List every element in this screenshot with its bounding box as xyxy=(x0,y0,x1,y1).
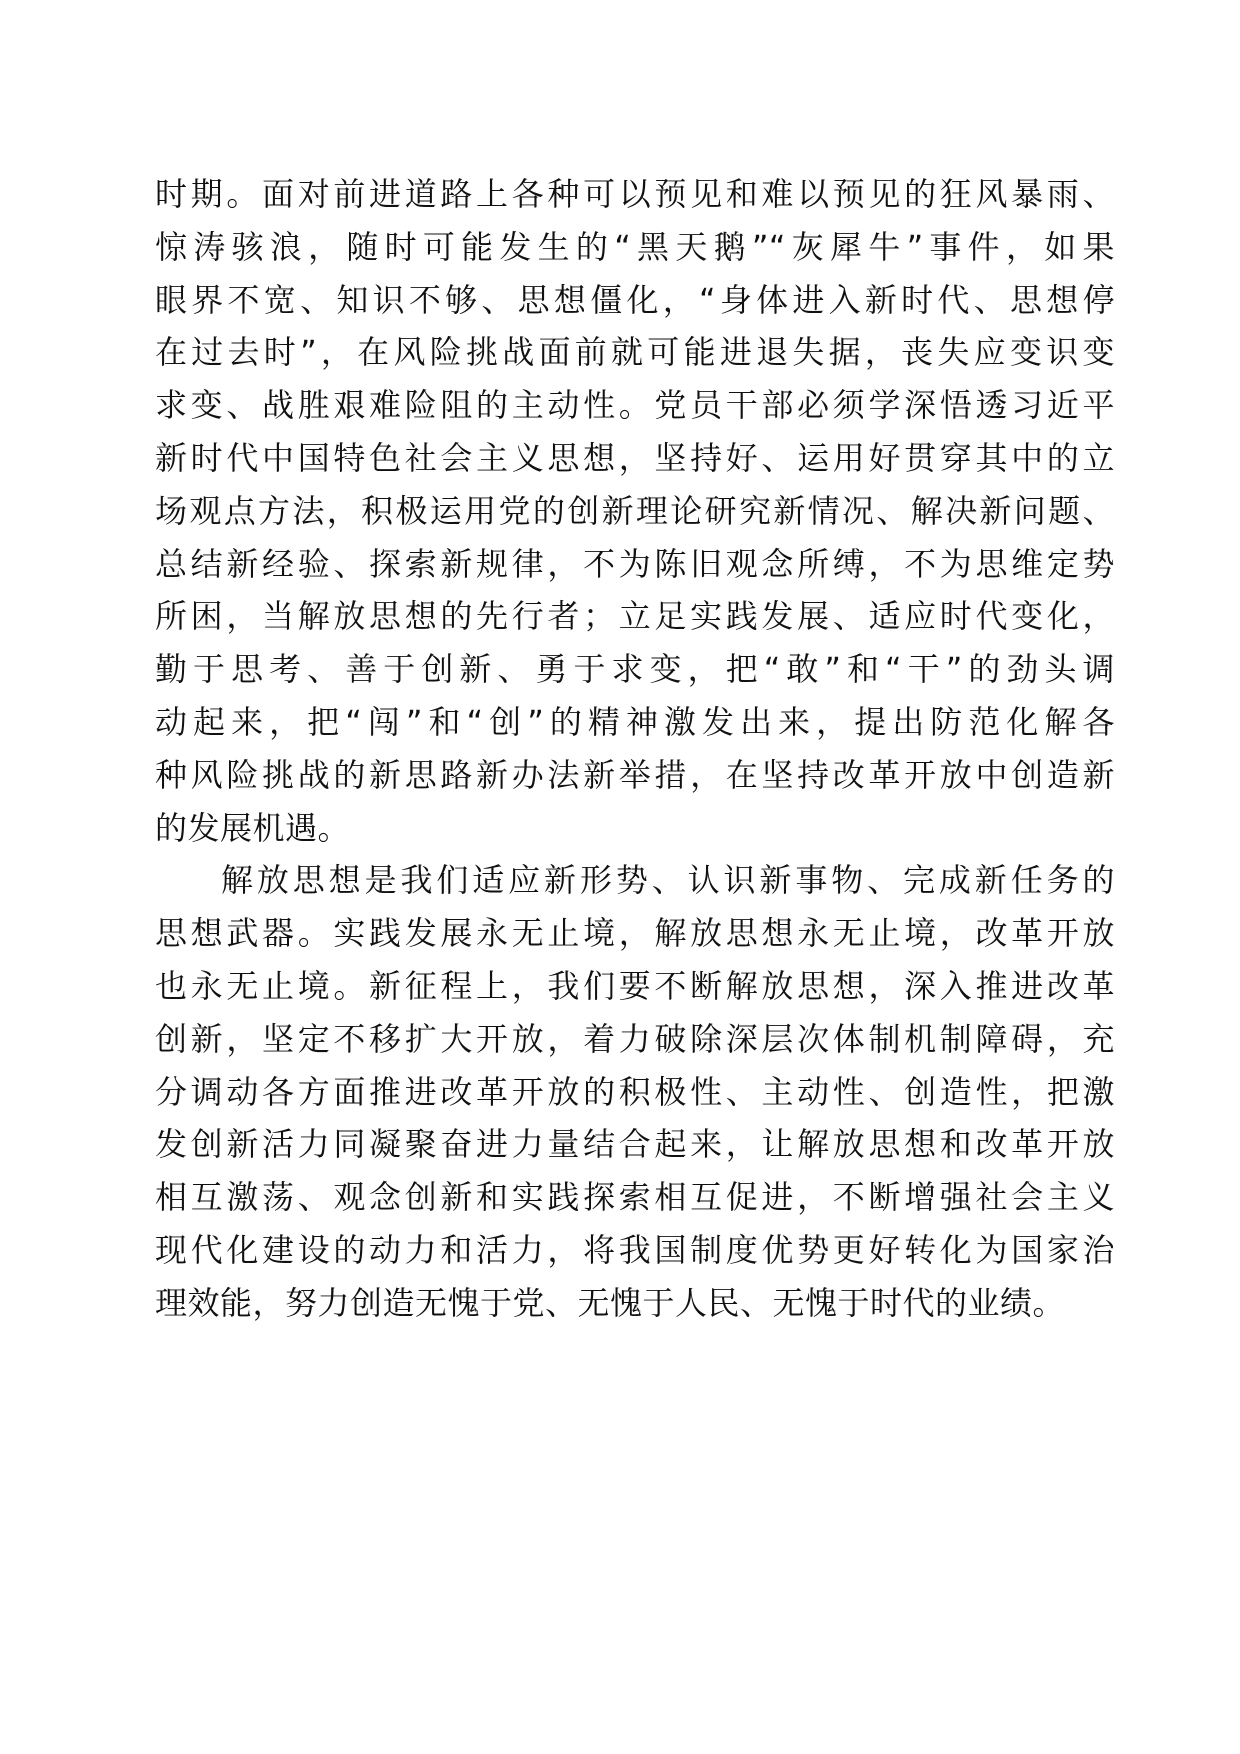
body-text xyxy=(155,168,1115,1330)
text-line: 理效能，努力创造无愧于党、无愧于人民、无愧于时代的业绩。 xyxy=(155,1283,1066,1322)
text-line: 所困，当解放思想的先行者；立足实践发展、适应时代变化， xyxy=(155,597,1115,636)
text-line: 思想武器。实践发展永无止境，解放思想永无止境，改革开放 xyxy=(155,914,1115,953)
text-line: 眼界不宽、知识不够、思想僵化，“身体进入新时代、思想停 xyxy=(155,280,1115,319)
text-line: 发创新活力同凝聚奋进力量结合起来，让解放思想和改革开放 xyxy=(155,1125,1115,1164)
text-line: 勤于思考、善于创新、勇于求变，把“敢”和“干”的劲头调 xyxy=(155,650,1115,689)
paragraph-1 xyxy=(155,168,1115,854)
text-line: 在过去时”，在风险挑战面前就可能进退失据，丧失应变识变 xyxy=(155,333,1115,372)
text-line: 相互激荡、观念创新和实践探索相互促进，不断增强社会主义 xyxy=(155,1178,1115,1217)
text-line: 新时代中国特色社会主义思想，坚持好、运用好贯穿其中的立 xyxy=(155,438,1115,477)
paragraph-2 xyxy=(155,854,1115,1329)
text-line: 也永无止境。新征程上，我们要不断解放思想，深入推进改革 xyxy=(155,966,1115,1005)
text-line: 现代化建设的动力和活力，将我国制度优势更好转化为国家治 xyxy=(155,1230,1115,1269)
text-line: 的发展机遇。 xyxy=(155,808,351,847)
text-line: 惊涛骇浪，随时可能发生的“黑天鹅”“灰犀牛”事件，如果 xyxy=(155,227,1115,266)
text-line: 时期。面对前进道路上各种可以预见和难以预见的狂风暴雨、 xyxy=(155,175,1115,213)
text-line: 场观点方法，积极运用党的创新理论研究新情况、解决新问题、 xyxy=(155,491,1115,530)
text-line: 创新，坚定不移扩大开放，着力破除深层次体制机制障碍，充 xyxy=(155,1019,1115,1058)
text-line: 解放思想是我们适应新形势、认识新事物、完成新任务的 xyxy=(221,861,1115,900)
text-line: 求变、战胜艰难险阻的主动性。党员干部必须学深悟透习近平 xyxy=(155,386,1115,425)
text-line: 总结新经验、探索新规律，不为陈旧观念所缚，不为思维定势 xyxy=(155,544,1115,583)
text-line: 分调动各方面推进改革开放的积极性、主动性、创造性，把激 xyxy=(155,1072,1115,1111)
text-line: 动起来，把“闯”和“创”的精神激发出来，提出防范化解各 xyxy=(155,702,1115,741)
text-line: 种风险挑战的新思路新办法新举措，在坚持改革开放中创造新 xyxy=(155,755,1115,794)
